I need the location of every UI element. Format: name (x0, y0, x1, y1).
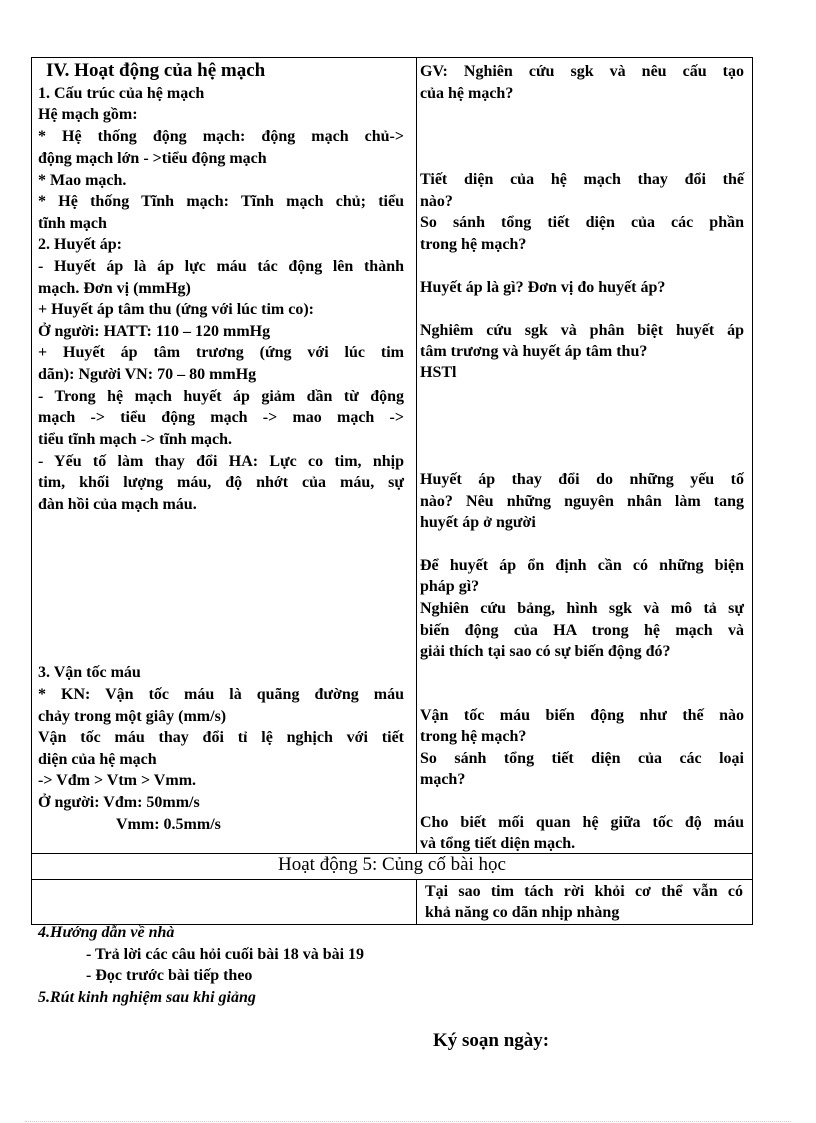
question-line: So sánh tổng tiết diện của các loại (420, 750, 744, 767)
lesson-table (31, 57, 753, 925)
question-line: nào? Nêu những nguyên nhân làm tang (420, 493, 744, 510)
text-line: + Huyết áp tâm thu (ứng với lúc tim co): (38, 301, 315, 318)
text-line: + Huyết áp tâm trương (ứng với lúc tim (38, 344, 404, 361)
text-line: Vmm: 0.5mm/s (116, 816, 221, 833)
content-column (32, 58, 417, 854)
text-line: Vận tốc máu thay đổi tỉ lệ nghịch với tiết (38, 729, 404, 746)
question-line: Vận tốc máu biến động như thế nào (420, 707, 744, 724)
text-line: mạch. Đơn vị (mmHg) (38, 280, 191, 297)
heading-van-toc: 3. Vận tốc máu (38, 664, 141, 681)
question-line: pháp gì? (420, 578, 480, 595)
question-line: HSTl (420, 364, 457, 381)
question-line: Tiết diện của hệ mạch thay đổi thế (420, 171, 744, 188)
activity5-question: khả năng co dãn nhịp nhàng (425, 904, 620, 921)
question-line: Nghiên cứu bảng, hình sgk và mô tả sự (420, 600, 744, 617)
text-line: Hệ mạch gồm: (38, 106, 138, 123)
question-line: So sánh tổng tiết diện của các phần (420, 214, 744, 231)
text-line: Ở người: HATT: 110 – 120 mmHg (38, 323, 271, 340)
activity5-right-cell (417, 880, 753, 925)
activity5-question: Tại sao tim tách rời khỏi cơ thể vẫn có (425, 883, 743, 900)
text-line: * Hệ thống động mạch: động mạch chủ-> (38, 128, 404, 145)
activity5-row (32, 854, 753, 880)
question-line: mạch? (420, 771, 466, 788)
heading-cau-truc: 1. Cấu trúc của hệ mạch (38, 85, 205, 102)
activity5-title: Hoạt động 5: Củng cố bài học (278, 854, 506, 875)
question-line: Huyết áp thay đổi do những yếu tố (420, 471, 744, 488)
question-line: trong hệ mạch? (420, 728, 527, 745)
heading-huyet-ap: 2. Huyết áp: (38, 236, 122, 253)
question-line: huyết áp ở người (420, 514, 536, 531)
teacher-column (417, 58, 753, 854)
text-line: -> Vđm > Vtm > Vmm. (38, 772, 197, 789)
text-line: * Hệ thống Tĩnh mạch: Tĩnh mạch chủ; tiểu (38, 193, 404, 210)
text-line: đàn hồi của mạch máu. (38, 496, 197, 513)
text-line: chảy trong một giây (mm/s) (38, 708, 227, 725)
text-line: - Yếu tố làm thay đổi HA: Lực co tim, nhịp (38, 453, 404, 470)
question-line: trong hệ mạch? (420, 236, 527, 253)
question-line: Nghiêm cứu sgk và phân biệt huyết áp (420, 322, 744, 339)
text-line: động mạch lớn - >tiểu động mạch (38, 150, 267, 167)
text-line: mạch -> tiểu động mạch -> mao mạch -> (38, 409, 404, 426)
question-line: Để huyết áp ổn định cần có những biện (420, 557, 744, 574)
signature-date: Ký soạn ngày: (433, 1030, 550, 1051)
section-iv-heading: IV. Hoạt động của hệ mạch (46, 60, 266, 81)
text-line: tim, khối lượng máu, độ nhớt của máu, sự (38, 474, 404, 491)
page-bottom-divider (25, 1121, 791, 1122)
question-line: Huyết áp là gì? Đơn vị đo huyết áp? (420, 279, 666, 296)
text-line: - Huyết áp là áp lực máu tác động lên thành (38, 258, 404, 275)
text-line: Ở người: Vđm: 50mm/s (38, 794, 200, 811)
section4-heading: 4.Hướng dẫn về nhà (38, 924, 175, 941)
question-line: GV: Nghiên cứu sgk và nêu cấu tạo (420, 63, 744, 80)
question-line: biến động của HA trong hệ mạch và (420, 622, 744, 639)
homework-item: - Đọc trước bài tiếp theo (86, 967, 253, 984)
text-line: dãn): Người VN: 70 – 80 mmHg (38, 366, 257, 383)
question-line: và tổng tiết diện mạch. (420, 835, 576, 852)
section5-heading: 5.Rút kinh nghiệm sau khi giảng (38, 989, 256, 1006)
text-line: * KN: Vận tốc máu là quãng đường máu (38, 686, 404, 703)
question-line: tâm trương và huyết áp tâm thu? (420, 343, 648, 360)
text-line: - Trong hệ mạch huyết áp giảm dần từ động (38, 388, 404, 405)
question-line: của hệ mạch? (420, 85, 514, 102)
homework-item: - Trả lời các câu hỏi cuối bài 18 và bài 19 (86, 946, 365, 963)
question-line: giải thích tại sao có sự biến động đó? (420, 643, 671, 660)
text-line: * Mao mạch. (38, 172, 127, 189)
text-line: tĩnh mạch (38, 215, 107, 232)
text-line: diện của hệ mạch (38, 751, 157, 768)
text-line: tiểu tĩnh mạch -> tĩnh mạch. (38, 431, 233, 448)
question-line: nào? (420, 193, 453, 210)
question-line: Cho biết mối quan hệ giữa tốc độ máu (420, 814, 744, 831)
activity5-left-cell (32, 880, 417, 925)
